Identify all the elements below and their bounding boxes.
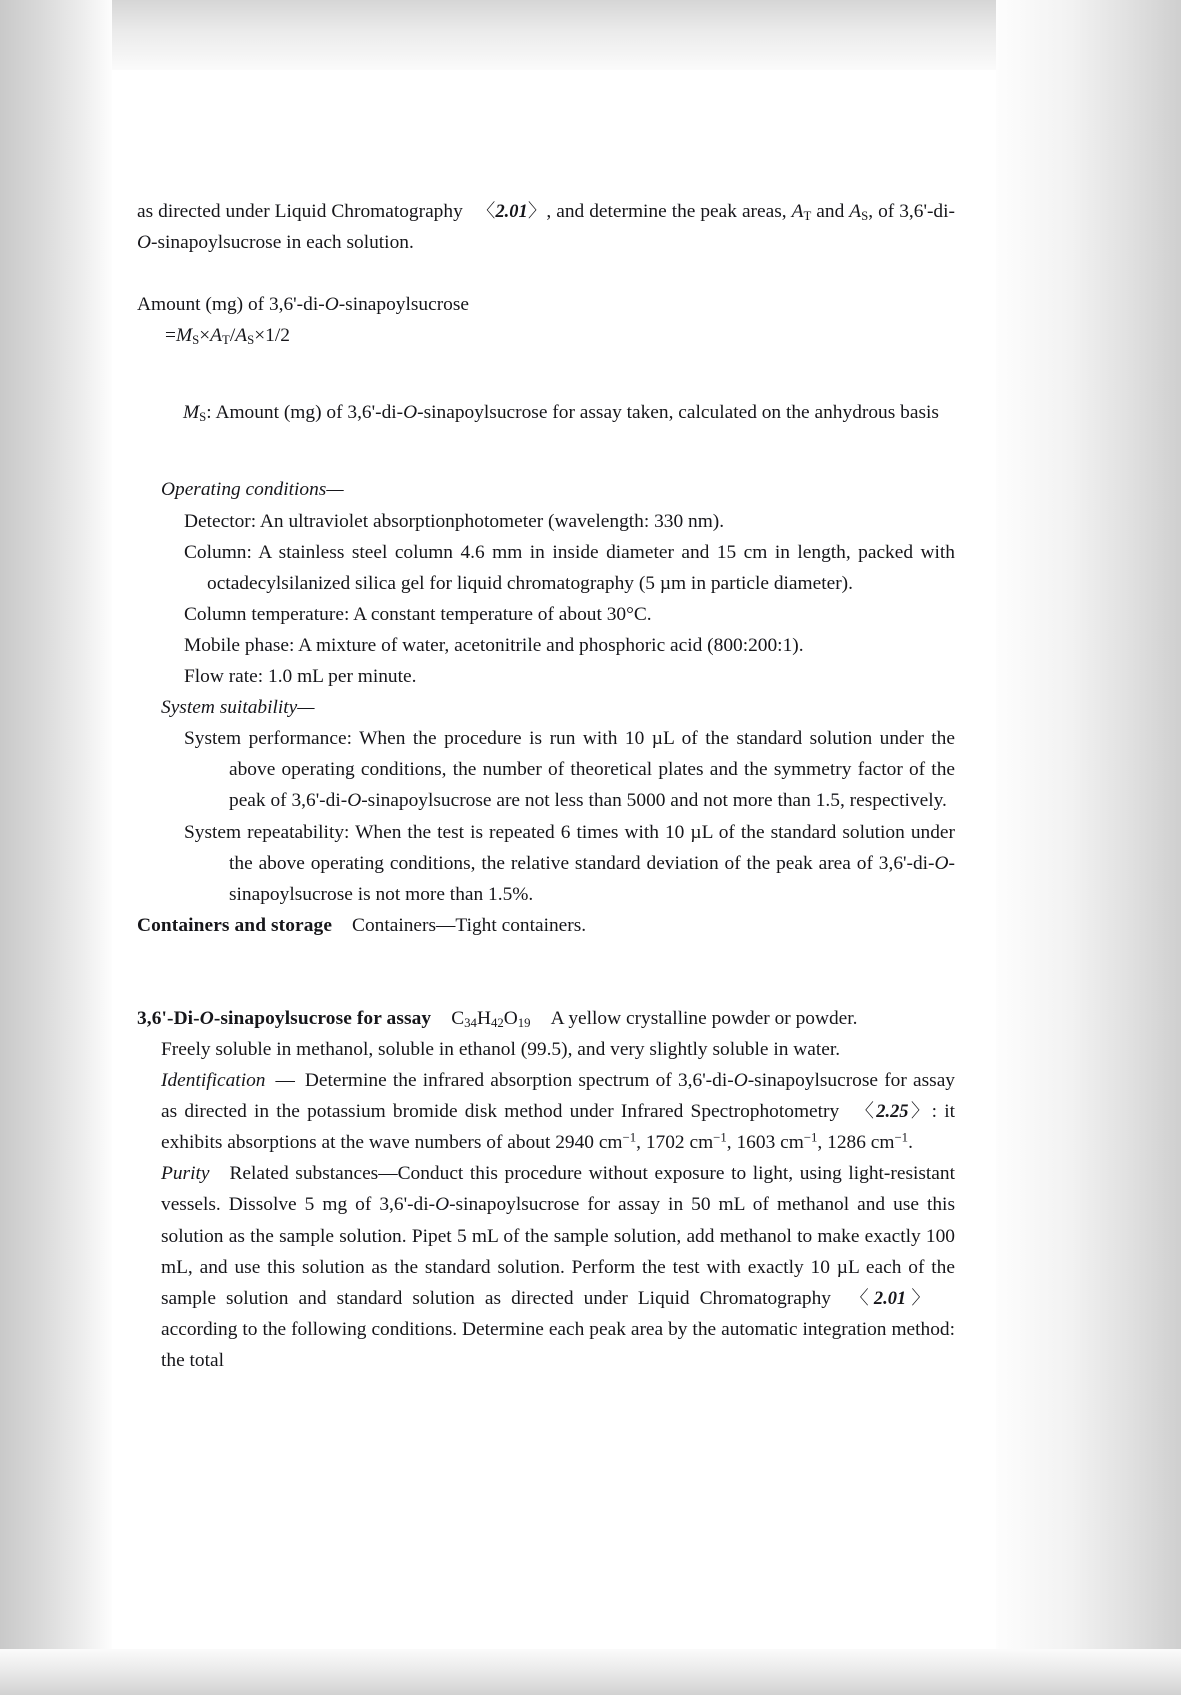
formula-element-c: C bbox=[451, 1007, 465, 1029]
formula-equation-line bbox=[137, 320, 955, 351]
formula-element-h: H bbox=[476, 1007, 491, 1029]
system-suitability-heading-text: System suitability— bbox=[161, 697, 315, 719]
formula-title-line bbox=[137, 289, 955, 320]
italic-O-1: O bbox=[137, 232, 152, 254]
reference-2-25: 〈2.25〉 bbox=[853, 1101, 932, 1122]
operating-condition-mobile-phase bbox=[137, 630, 955, 661]
operating-condition-mobile-phase-label: Mobile phase bbox=[184, 634, 290, 656]
assay-line2-text-a: and bbox=[816, 201, 845, 222]
italic-O-3: O bbox=[403, 402, 418, 424]
reference-2-25-label: 2.25 bbox=[876, 1101, 909, 1122]
assay-line1-text-a: as directed under Liquid Chromatography bbox=[137, 201, 463, 222]
assay-line2-text-b: , of 3,6'-di- bbox=[868, 201, 955, 222]
term-AT-subscript: T bbox=[222, 333, 230, 348]
term-AS-letter: A bbox=[235, 325, 248, 347]
symbol-AT bbox=[792, 201, 812, 222]
identification-text-c: : it exhibits absorptions at the wave numbers of about 2940 cm bbox=[161, 1101, 955, 1154]
system-performance-label: System performance bbox=[184, 728, 347, 750]
symbol-definition-MS bbox=[137, 397, 955, 428]
term-AT bbox=[210, 325, 230, 346]
operating-condition-flow-rate bbox=[137, 661, 955, 692]
operating-condition-column bbox=[137, 537, 955, 599]
symbol-AS-letter: A bbox=[849, 201, 862, 222]
term-AS-subscript: S bbox=[247, 333, 255, 348]
formula-element-o: O bbox=[503, 1007, 518, 1029]
symbol-AT-letter: A bbox=[791, 201, 804, 222]
operating-condition-mobile-phase-text: : A mixture of water, acetonitrile and phosphoric acid (800:200:1). bbox=[289, 634, 804, 656]
term-one-half: 1/2 bbox=[265, 325, 290, 347]
monograph-title-paragraph bbox=[137, 1003, 955, 1034]
term-MS-letter: M bbox=[175, 325, 193, 347]
definition-text-a: : Amount (mg) of 3,6'-di- bbox=[206, 402, 404, 424]
operating-condition-detector-label: Detector bbox=[184, 510, 251, 532]
assay-continuation-paragraph bbox=[137, 196, 955, 258]
term-AS bbox=[235, 325, 254, 346]
formula-title-text-b: -sinapoylsucrose bbox=[338, 294, 470, 316]
vertical-gap bbox=[137, 258, 955, 289]
identification-dash: — bbox=[275, 1070, 295, 1092]
equals-sign: = bbox=[165, 325, 176, 347]
italic-O-6: O bbox=[199, 1007, 214, 1029]
term-AT-letter: A bbox=[210, 325, 223, 347]
operating-condition-detector bbox=[137, 506, 955, 537]
purity-paragraph bbox=[137, 1158, 955, 1376]
operating-conditions-heading bbox=[137, 474, 955, 505]
formula-count-h: 42 bbox=[490, 1015, 504, 1030]
purity-heading: Purity bbox=[161, 1163, 210, 1185]
formula-count-o: 19 bbox=[517, 1015, 531, 1030]
superscript-minus-one-3: −1 bbox=[803, 1130, 818, 1145]
operating-condition-flow-rate-label: Flow rate bbox=[184, 666, 258, 688]
reference-2-01-b-label: 2.01 bbox=[873, 1287, 907, 1308]
system-repeatability-text-a: : When the test is repeated 6 times with 10 µL of the standard solution under the above operating conditions, the relative standard deviation of the peak area of 3,6'-di- bbox=[229, 821, 955, 874]
purity-text-c: according to the following conditions. Determine each peak area by the automatic integration method: the total bbox=[161, 1318, 955, 1371]
multiply-sign-1: × bbox=[199, 325, 211, 347]
reference-2-01: 〈2.01〉 bbox=[476, 201, 547, 221]
operating-condition-column-temperature-label: Column temperature bbox=[184, 603, 344, 625]
formula-title-text-a: Amount (mg) of 3,6'-di- bbox=[137, 294, 325, 316]
monograph-description-line2: Freely soluble in methanol, soluble in ethanol (99.5), and very slightly soluble in water. bbox=[161, 1038, 841, 1060]
monograph-solubility-line bbox=[137, 1034, 955, 1065]
operating-condition-detector-text: : An ultraviolet absorptionphotometer (wavelength: 330 nm). bbox=[250, 510, 725, 532]
molecular-formula bbox=[451, 1008, 530, 1029]
italic-O-2: O bbox=[324, 294, 339, 316]
symbol-AS-subscript: S bbox=[861, 208, 869, 223]
assay-line2-text-c: -sinapoylsucrose in each solution. bbox=[151, 232, 414, 254]
superscript-minus-one-4: −1 bbox=[894, 1130, 909, 1145]
italic-O-4: O bbox=[347, 790, 362, 812]
identification-text-g: . bbox=[908, 1132, 913, 1154]
vertical-gap bbox=[137, 351, 955, 397]
vertical-gap bbox=[137, 428, 955, 474]
operating-condition-column-temperature bbox=[137, 599, 955, 630]
identification-paragraph bbox=[137, 1065, 955, 1158]
system-performance-entry bbox=[137, 723, 955, 816]
system-performance-text-a: : When the procedure is run with 10 µL of the standard solution under the above operating conditions, the number of theoretical plates and the symmetry factor of the peak of 3,6'-di- bbox=[229, 728, 955, 812]
definition-symbol-letter: M bbox=[183, 402, 200, 424]
operating-condition-column-label: Column bbox=[184, 541, 247, 563]
page-edge-shading-top bbox=[0, 0, 1181, 70]
containers-and-storage-text: Containers—Tight containers. bbox=[352, 914, 587, 936]
containers-and-storage-heading: Containers and storage bbox=[137, 914, 333, 936]
multiply-sign-2: × bbox=[254, 325, 266, 347]
definition-text-b: -sinapoylsucrose for assay taken, calculated on the anhydrous basis bbox=[417, 402, 939, 424]
superscript-minus-one-2: −1 bbox=[713, 1130, 727, 1145]
division-slash: / bbox=[229, 325, 236, 347]
system-repeatability-entry bbox=[137, 817, 955, 910]
purity-text-a: Related substances—Conduct this procedure without exposure to light, using light-resistant vessels. Dissolve 5 mg of 3,6'-di- bbox=[161, 1163, 955, 1216]
containers-and-storage-line bbox=[137, 910, 955, 941]
page-text-column bbox=[137, 196, 955, 1376]
identification-text-e: , 1603 cm bbox=[726, 1132, 804, 1154]
superscript-minus-one-1: −1 bbox=[622, 1130, 637, 1145]
monograph-title bbox=[137, 1008, 431, 1029]
term-MS bbox=[176, 325, 199, 346]
reference-2-01-b: 〈2.01〉 bbox=[845, 1287, 935, 1308]
monograph-title-text-b: -sinapoylsucrose for assay bbox=[213, 1007, 432, 1029]
symbol-AT-subscript: T bbox=[803, 208, 812, 223]
operating-conditions-heading-text: Operating conditions— bbox=[161, 479, 344, 501]
vertical-gap bbox=[137, 941, 955, 1003]
system-repeatability-text-b: -sinapoylsucrose is not more than 1.5%. bbox=[229, 852, 955, 905]
operating-condition-flow-rate-text: : 1.0 mL per minute. bbox=[257, 666, 417, 688]
identification-text-a: Determine the infrared absorption spectrum of 3,6'-di- bbox=[304, 1070, 734, 1092]
formula-count-c: 34 bbox=[464, 1015, 477, 1030]
italic-O-5: O bbox=[934, 852, 949, 874]
assay-line1-text-b: , and determine the peak areas, bbox=[546, 201, 787, 222]
monograph-description-line1: A yellow crystalline powder or powder. bbox=[550, 1007, 858, 1029]
italic-O-8: O bbox=[435, 1194, 450, 1216]
purity-text-b: -sinapoylsucrose for assay in 50 mL of methanol and use this solution as the sample solution. Pipet 5 mL of the sample solution, add methanol to make exactly 100 mL, and use this solution as the standard solution. Perform the test with exactly 10 µL each of the sample solution and standard solution as directed under Liquid Chromatography bbox=[161, 1194, 955, 1309]
definition-symbol-subscript: S bbox=[199, 410, 207, 425]
identification-text-d: , 1702 cm bbox=[636, 1132, 714, 1154]
page-edge-shading-right bbox=[996, 0, 1181, 1695]
operating-condition-column-text: : A stainless steel column 4.6 mm in inside diameter and 15 cm in length, packed with octadecylsilanized silica gel for liquid chromatography (5 µm in particle diameter). bbox=[207, 541, 955, 594]
reference-2-01-label: 2.01 bbox=[495, 201, 528, 221]
identification-text-b: -sinapoylsucrose for assay as directed in the potassium bromide disk method under Infrared Spectrophotometry bbox=[161, 1070, 955, 1123]
symbol-AS bbox=[849, 201, 868, 222]
page-edge-shading-bottom bbox=[0, 1649, 1181, 1695]
system-performance-text-b: -sinapoylsucrose are not less than 5000 and not more than 1.5, respectively. bbox=[361, 790, 947, 812]
identification-text-f: , 1286 cm bbox=[817, 1132, 895, 1154]
italic-O-7: O bbox=[733, 1070, 748, 1092]
system-repeatability-label: System repeatability bbox=[184, 821, 345, 843]
definition-symbol-MS bbox=[183, 402, 206, 423]
operating-condition-column-temperature-text: : A constant temperature of about 30°C. bbox=[343, 603, 652, 625]
page-edge-shading-left bbox=[0, 0, 112, 1695]
term-MS-subscript: S bbox=[192, 333, 200, 348]
identification-heading: Identification bbox=[161, 1070, 266, 1092]
system-suitability-heading bbox=[137, 692, 955, 723]
monograph-title-text-a: 3,6'-Di- bbox=[137, 1007, 200, 1029]
